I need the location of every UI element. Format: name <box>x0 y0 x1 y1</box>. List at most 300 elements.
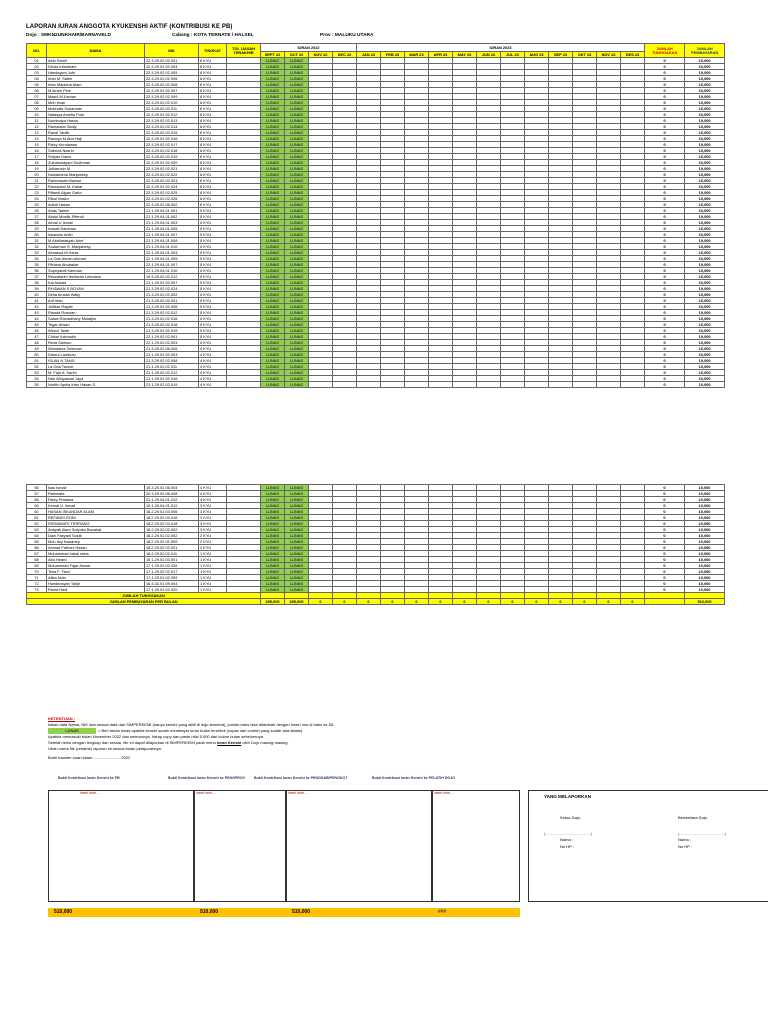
tunggakan-cell: 0 <box>645 58 685 64</box>
member-tingkat: 1 KYU <box>199 569 227 575</box>
pembayaran-cell: 10,000 <box>685 88 725 94</box>
paid-cell: LUNAS <box>285 569 309 575</box>
pembayaran-cell: 10,000 <box>685 328 725 334</box>
paid-cell: LUNAS <box>285 280 309 286</box>
member-tingkat: 5 KYU <box>199 256 227 262</box>
paid-cell: LUNAS <box>261 274 285 280</box>
proof-box-pelatih[interactable] <box>432 790 520 902</box>
member-name: Atika Nuin <box>47 575 145 581</box>
member-tingkat: 6 KYU <box>199 166 227 172</box>
member-tingkat: 4 KYU <box>199 370 227 376</box>
member-nik: 22.3.29.02.02.006 <box>145 76 199 82</box>
tunggakan-cell: 0 <box>645 178 685 184</box>
tunggakan-cell: 0 <box>645 382 685 388</box>
member-tingkat: 5 KYU <box>199 220 227 226</box>
paid-cell: LUNAS <box>285 118 309 124</box>
row-number: 35 <box>27 262 47 268</box>
paid-cell: LUNAS <box>285 274 309 280</box>
tunggakan-cell: 0 <box>645 533 685 539</box>
paid-cell: LUNAS <box>285 322 309 328</box>
row-number: 17 <box>27 154 47 160</box>
row-number: 04 <box>27 76 47 82</box>
month-cell <box>405 382 429 388</box>
pembayaran-cell: 10,000 <box>685 569 725 575</box>
row-number: 02 <box>27 64 47 70</box>
paid-cell: LUNAS <box>285 112 309 118</box>
member-tingkat: 5 KYU <box>199 250 227 256</box>
member-nik: 22.3.29.02.02.009 <box>145 94 199 100</box>
paid-cell: LUNAS <box>261 370 285 376</box>
paid-cell: LUNAS <box>285 376 309 382</box>
member-nik: 22.3.29.02.02.010 <box>145 100 199 106</box>
month-cell <box>429 382 453 388</box>
paid-cell: LUNAS <box>261 340 285 346</box>
row-number: 28 <box>27 220 47 226</box>
paid-cell: LUNAS <box>261 322 285 328</box>
pembayaran-cell: 10,000 <box>685 160 725 166</box>
row-number: 73 <box>27 587 47 593</box>
paid-cell: LUNAS <box>261 364 285 370</box>
header-tingkat: TINGKAT <box>199 44 227 58</box>
paid-cell: LUNAS <box>285 503 309 509</box>
row-number: 44 <box>27 316 47 322</box>
member-tingkat: 6 KYU <box>199 106 227 112</box>
pembayaran-cell: 10,000 <box>685 100 725 106</box>
tunggakan-cell: 0 <box>645 376 685 382</box>
member-tingkat: 5 KYU <box>199 268 227 274</box>
pembayaran-cell: 10,000 <box>685 539 725 545</box>
tunggakan-cell: 0 <box>645 521 685 527</box>
member-nik: 16.3.32.01.09.004 <box>145 581 199 587</box>
member-tingkat: 6 KYU <box>199 172 227 178</box>
row-number: 11 <box>27 118 47 124</box>
member-nik: 17.1.29.02.02.020 <box>145 587 199 593</box>
row-number: 01 <box>27 58 47 64</box>
row-number: 43 <box>27 310 47 316</box>
member-name: Natasya Amelia Putri <box>47 112 145 118</box>
tunggakan-cell: 0 <box>645 70 685 76</box>
tunggakan-cell: 0 <box>645 148 685 154</box>
paid-cell: LUNAS <box>261 226 285 232</box>
member-tingkat: 5 KYU <box>199 298 227 304</box>
proof-box-pb[interactable] <box>48 790 194 902</box>
pembayaran-cell: 10,000 <box>685 527 725 533</box>
paid-cell: LUNAS <box>261 491 285 497</box>
member-tingkat: 6 KYU <box>199 148 227 154</box>
paid-cell: LUNAS <box>285 202 309 208</box>
pembayaran-cell: 10,000 <box>685 515 725 521</box>
row-number: 56 <box>27 485 47 491</box>
paid-cell: LUNAS <box>285 497 309 503</box>
member-tingkat: 4 KYU <box>199 346 227 352</box>
pelapor-heading: YANG MELAPORKAN <box>544 794 592 799</box>
row-number: 25 <box>27 202 47 208</box>
paid-cell: LUNAS <box>285 298 309 304</box>
pembayaran-cell: 10,000 <box>685 545 725 551</box>
member-tingkat: 6 KYU <box>199 112 227 118</box>
pembayaran-cell: 10,000 <box>685 292 725 298</box>
total-month-value: 255,000 <box>285 599 309 605</box>
pembayaran-cell: 10,000 <box>685 376 725 382</box>
row-number: 51 <box>27 358 47 364</box>
paid-cell: LUNAS <box>261 160 285 166</box>
row-number: 14 <box>27 136 47 142</box>
tunggakan-cell: 0 <box>645 160 685 166</box>
member-name: Aimal U Ismail <box>47 220 145 226</box>
pembayaran-cell: 10,000 <box>685 76 725 82</box>
row-number: 58 <box>27 497 47 503</box>
member-tingkat: 3 KYU <box>199 509 227 515</box>
tunggakan-cell: 0 <box>645 124 685 130</box>
member-nik: 21.3.29.02.06.006 <box>145 346 199 352</box>
tunggakan-cell: 0 <box>645 370 685 376</box>
member-name: Rifandi Algan Gafur <box>47 190 145 196</box>
row-number: 15 <box>27 142 47 148</box>
ketua-nama: Nama : <box>560 837 573 842</box>
pembayaran-cell: 10,000 <box>685 340 725 346</box>
paid-cell: LUNAS <box>261 533 285 539</box>
paid-cell: LUNAS <box>261 100 285 106</box>
ketua-sign-line: (.........................................) <box>544 831 593 836</box>
member-name: Mukhalis Sukarman <box>47 106 145 112</box>
tunggakan-cell: 0 <box>645 292 685 298</box>
member-tingkat: 2 KYU <box>199 533 227 539</box>
member-name: Rahmawati Mansur <box>47 178 145 184</box>
member-nik: 22.3.29.02.02.007 <box>145 88 199 94</box>
member-tingkat: 4 KYU <box>199 358 227 364</box>
paid-cell: LUNAS <box>261 557 285 563</box>
proof-box-pengprov[interactable] <box>194 790 286 902</box>
paid-cell: LUNAS <box>261 527 285 533</box>
paid-cell: LUNAS <box>261 352 285 358</box>
paid-cell: LUNAS <box>285 370 309 376</box>
proof-title-pengprov: Bukti Kontribusi Iuran Kenshi ke PENGPROV <box>168 776 246 780</box>
member-nik: 21.3.29.02.02.018 <box>145 322 199 328</box>
paid-cell: LUNAS <box>261 58 285 64</box>
row-number: 38 <box>27 280 47 286</box>
member-nik: 22.3.29.02.02.023 <box>145 178 199 184</box>
member-nik: 22.3.29.02.02.004 <box>145 64 199 70</box>
pembayaran-cell: 10,000 <box>685 581 725 587</box>
proof-title-pengkab: Bukti Kontribusi Iuran Kenshi ke PENGKAB/PENGKOT <box>254 776 348 780</box>
row-number: 12 <box>27 124 47 130</box>
paid-cell: LUNAS <box>261 232 285 238</box>
paid-cell: LUNAS <box>261 136 285 142</box>
member-nik: 22.1.29.04.01.005 <box>145 256 199 262</box>
paid-cell: LUNAS <box>261 292 285 298</box>
paid-cell: LUNAS <box>285 190 309 196</box>
member-nik: 17.1.29.02.02.026 <box>145 563 199 569</box>
tunggakan-cell: 0 <box>645 184 685 190</box>
member-tingkat: 6 KYU <box>199 202 227 208</box>
member-tingkat: 5 KYU <box>199 226 227 232</box>
member-nik: 22.3.29.02.02.020 <box>145 160 199 166</box>
paid-cell: LUNAS <box>285 154 309 160</box>
pembayaran-cell: 10,000 <box>685 118 725 124</box>
grand-total: 510,000 <box>685 599 725 605</box>
tunggakan-cell: 0 <box>645 94 685 100</box>
paid-cell: LUNAS <box>285 485 309 491</box>
paid-cell: LUNAS <box>285 250 309 256</box>
row-number: 65 <box>27 539 47 545</box>
member-name: Salwa Ramadhany Mulatjim <box>47 316 145 322</box>
paid-cell: LUNAS <box>261 298 285 304</box>
paid-cell: LUNAS <box>261 587 285 593</box>
bukti-date: Bukti transfer iuran bulan ........................ 2022 <box>48 755 131 760</box>
header-iuran-2022: IURAN 2022 <box>261 44 357 52</box>
member-name: HASAN ISKANDAR ALAM <box>47 509 145 515</box>
pembayaran-cell: 10,000 <box>685 226 725 232</box>
row-number: 41 <box>27 298 47 304</box>
tunggakan-cell: 0 <box>645 286 685 292</box>
row-number: 69 <box>27 563 47 569</box>
tunggakan-cell: 0 <box>645 358 685 364</box>
paid-cell: LUNAS <box>285 509 309 515</box>
header-nik: NIK <box>145 44 199 58</box>
tunggakan-cell: 0 <box>645 485 685 491</box>
paid-cell: LUNAS <box>285 220 309 226</box>
member-name: Fitriana Abubakar <box>47 262 145 268</box>
member-tingkat: 6 KYU <box>199 142 227 148</box>
row-number: 10 <box>27 112 47 118</box>
member-name: Nurhinaya Hasnu <box>47 118 145 124</box>
paid-cell: LUNAS <box>285 178 309 184</box>
pembayaran-cell: 10,000 <box>685 262 725 268</box>
member-tingkat: 3 KYU <box>199 515 227 521</box>
pembayaran-cell: 10,000 <box>685 172 725 178</box>
member-tingkat: 5 KYU <box>199 214 227 220</box>
member-name: Rahmalia <box>47 491 145 497</box>
paid-cell: LUNAS <box>285 70 309 76</box>
member-name: Nita Widyawari Jaya <box>47 376 145 382</box>
row-number: 70 <box>27 569 47 575</box>
member-name: Iskandar Arifin <box>47 232 145 238</box>
member-name: Chikal Kalmudin <box>47 334 145 340</box>
member-name: Nurtakbima Manjabesy <box>47 172 145 178</box>
pembayaran-cell: 10,000 <box>685 352 725 358</box>
paid-cell: LUNAS <box>285 358 309 364</box>
tunggakan-cell: 0 <box>645 569 685 575</box>
member-nik: 19.3.29.02.02.012 <box>145 274 199 280</box>
member-tingkat: 5 KYU <box>199 244 227 250</box>
total-month-value: 0 <box>333 599 357 605</box>
member-nik: 18.2.29.02.03.018 <box>145 521 199 527</box>
paid-cell: LUNAS <box>285 539 309 545</box>
member-nik: 21.1.29.02.02.003 <box>145 352 199 358</box>
row-number: 08 <box>27 100 47 106</box>
member-tingkat: 5 KYU <box>199 262 227 268</box>
pembayaran-cell: 10,000 <box>685 238 725 244</box>
pembayaran-cell: 10,000 <box>685 587 725 593</box>
member-name: Della Amalia Wally <box>47 292 145 298</box>
month-cell <box>525 382 549 388</box>
tunggakan-cell: 0 <box>645 214 685 220</box>
paid-cell: LUNAS <box>285 238 309 244</box>
insert-here-pengprov: insert here.... <box>196 791 216 795</box>
month-cell <box>357 382 381 388</box>
member-name: M Abdilarasyah Arief <box>47 238 145 244</box>
header-month: NOV 23 <box>597 52 621 58</box>
tunggakan-cell: 0 <box>645 130 685 136</box>
total-month-value: 0 <box>309 599 333 605</box>
paid-cell: LUNAS <box>261 166 285 172</box>
member-name: Sabrina Nasrin <box>47 148 145 154</box>
tunggakan-cell: 0 <box>645 268 685 274</box>
month-cell <box>621 382 645 388</box>
tunggakan-cell: 0 <box>645 539 685 545</box>
pembayaran-cell: 10,000 <box>685 575 725 581</box>
row-number: 05 <box>27 82 47 88</box>
header-jumlah-tunggakan: JUMLAH TUNGGAKAN <box>645 44 685 58</box>
row-number: 03 <box>27 70 47 76</box>
paid-cell: LUNAS <box>285 82 309 88</box>
paid-cell: LUNAS <box>261 521 285 527</box>
row-number: 60 <box>27 509 47 515</box>
member-name: Ahmad Fathoni Hasan <box>47 545 145 551</box>
pembayaran-cell: 10,000 <box>685 322 725 328</box>
paid-cell: LUNAS <box>261 358 285 364</box>
header-row-1 <box>27 44 725 52</box>
ketentuan-section <box>48 716 468 761</box>
tunggakan-cell: 0 <box>645 545 685 551</box>
ketentuan-line-3: Apabila memasuki bulan November 2022 dan seterusnya, harap copy dan paste nilai 5.000 dari kolom bulan sebelumnya. <box>48 734 264 739</box>
member-name: Masril M.Usman <box>47 94 145 100</box>
member-name: Riana Hadi <box>47 587 145 593</box>
member-tingkat: 5 KYU <box>199 328 227 334</box>
member-name: Rezzafarim ferdianto Leledane <box>47 274 145 280</box>
pembayaran-cell: 10,000 <box>685 316 725 322</box>
row-number: 21 <box>27 178 47 184</box>
total-month-value: 0 <box>621 599 645 605</box>
pembayaran-cell: 10,000 <box>685 196 725 202</box>
member-name: Supriyandi Kaeman <box>47 268 145 274</box>
tunggakan-cell: 0 <box>645 238 685 244</box>
dojo-label: Dojo : SMKN2UNKHAIR/BARNAVELD <box>26 33 111 38</box>
member-name: Dinda Infantriani <box>47 64 145 70</box>
paid-cell: LUNAS <box>261 220 285 226</box>
member-tingkat: 1 KYU <box>199 563 227 569</box>
member-name: M.Ikram Pine <box>47 88 145 94</box>
pembayaran-cell: 10,000 <box>685 521 725 527</box>
member-tingkat: 6 KYU <box>199 178 227 184</box>
paid-cell: LUNAS <box>285 172 309 178</box>
member-name: Rannga M Abd Haji <box>47 136 145 142</box>
tunggakan-cell: 0 <box>645 88 685 94</box>
member-name: Tesa F. Tiani <box>47 569 145 575</box>
pembayaran-cell: 10,000 <box>685 202 725 208</box>
month-cell <box>381 382 405 388</box>
paid-cell: LUNAS <box>285 130 309 136</box>
row-number: 47 <box>27 334 47 340</box>
member-tingkat: 6 KYU <box>199 70 227 76</box>
member-nik: 22.3.29.02.02.011 <box>145 106 199 112</box>
member-nik: 21.1.29.02.02.012 <box>145 370 199 376</box>
tunggakan-cell: 0 <box>645 256 685 262</box>
header-month: SEP 23 <box>549 52 573 58</box>
row-number: 59 <box>27 503 47 509</box>
paid-cell: LUNAS <box>285 100 309 106</box>
member-name: Ramadani M. Kahar <box>47 184 145 190</box>
row-number: 61 <box>27 515 47 521</box>
header-jumlah-pembayaran: JUMLAH PEMBAYARAN <box>685 44 725 58</box>
total-month-value: 0 <box>453 599 477 605</box>
member-tingkat: 5 KYU <box>199 340 227 346</box>
table-row[interactable] <box>27 382 725 388</box>
paid-cell: LUNAS <box>261 569 285 575</box>
member-tingkat: 4 KYU <box>199 491 227 497</box>
tunggakan-cell: 0 <box>645 112 685 118</box>
member-name: Sofyan Dauis <box>47 154 145 160</box>
row-number: 40 <box>27 292 47 298</box>
paid-cell: LUNAS <box>261 208 285 214</box>
row-number: 55 <box>27 382 47 388</box>
proof-total-pelatih: ### <box>432 908 520 917</box>
member-nik: 22.3.29.02.06.002 <box>145 202 199 208</box>
row-number: 66 <box>27 545 47 551</box>
member-tingkat: 5 KYU <box>199 322 227 328</box>
paid-cell: LUNAS <box>261 515 285 521</box>
member-name: Kemal U. Ismail <box>47 503 145 509</box>
paid-cell: LUNAS <box>285 214 309 220</box>
pembayaran-cell: 10,000 <box>685 304 725 310</box>
pembayaran-cell: 10,000 <box>685 491 725 497</box>
tunggakan-cell: 0 <box>645 503 685 509</box>
month-cell <box>573 382 597 388</box>
member-nik: 21.3.29.02.02.024 <box>145 286 199 292</box>
tunggakan-cell: 0 <box>645 328 685 334</box>
paid-cell: LUNAS <box>261 545 285 551</box>
tunggakan-cell: 0 <box>645 322 685 328</box>
member-tingkat: 6 KYU <box>199 82 227 88</box>
row-number: 36 <box>27 268 47 274</box>
paid-cell: LUNAS <box>285 124 309 130</box>
tunggakan-cell: 0 <box>645 220 685 226</box>
pembayaran-cell: 10,000 <box>685 214 725 220</box>
proof-title-pelatih: Bukti Kontribusi Iuran Kenshi ke PELATIH DOJO <box>372 776 455 780</box>
member-name: Rianda Ruswan <box>47 310 145 316</box>
tunggakan-cell: 0 <box>645 581 685 587</box>
insert-here-pb: insert here.... <box>80 791 100 795</box>
paid-cell: LUNAS <box>261 551 285 557</box>
paid-cell: LUNAS <box>285 557 309 563</box>
member-nik: 17.1.29.02.02.009 <box>145 575 199 581</box>
header-month: AUG 23 <box>525 52 549 58</box>
pembayaran-cell: 10,000 <box>685 142 725 148</box>
paid-cell: LUNAS <box>261 82 285 88</box>
paid-cell: LUNAS <box>285 286 309 292</box>
row-number: 37 <box>27 274 47 280</box>
header-month: SEPT 22 <box>261 52 285 58</box>
member-nik: 22.1.29.02.02.001 <box>145 334 199 340</box>
proof-box-pengkab[interactable] <box>286 790 432 902</box>
row-number: 26 <box>27 208 47 214</box>
member-tingkat: 1 KYU <box>199 557 227 563</box>
member-name: ISLAN N.TANG <box>47 358 145 364</box>
member-tingkat: 6 KYU <box>199 88 227 94</box>
row-number: 53 <box>27 370 47 376</box>
lunas-explanation: = Beri tanda lunas apabila kenshi sudah membayar iuran bulan tersebut (copas dari contoh yang sudah ada diatas). <box>98 728 304 733</box>
pembayaran-cell: 10,000 <box>685 58 725 64</box>
pembayaran-cell: 10,000 <box>685 280 725 286</box>
pembayaran-cell: 10,000 <box>685 184 725 190</box>
tunggakan-cell: 0 <box>645 208 685 214</box>
row-number: 24 <box>27 196 47 202</box>
member-name: RISMAWATI TERRANG <box>47 521 145 527</box>
member-name: Julfikar Rayati <box>47 304 145 310</box>
paid-cell: LUNAS <box>285 545 309 551</box>
paid-cell: LUNAS <box>261 184 285 190</box>
pembayaran-cell: 10,000 <box>685 503 725 509</box>
